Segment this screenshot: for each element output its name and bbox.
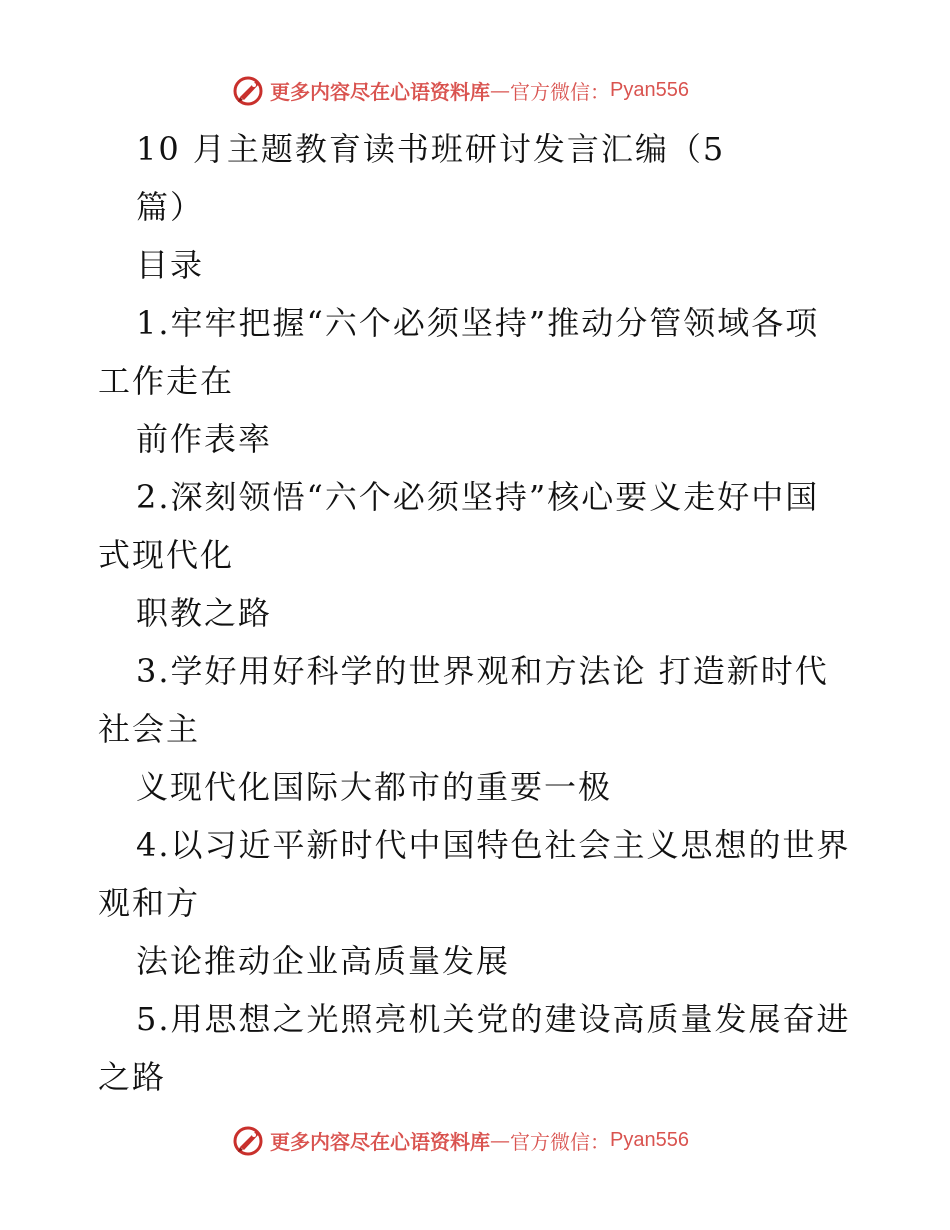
toc-item-3-line-1: 3.学好用好科学的世界观和方法论 打造新时代 xyxy=(136,652,829,690)
toc-item-4-line-3: 法论推动企业高质量发展 xyxy=(136,942,511,980)
banner-site-text: 更多内容尽在心语资料库 xyxy=(270,79,490,104)
toc-item-4-line-1: 4.以习近平新时代中国特色社会主义思想的世界 xyxy=(136,826,851,864)
document-title-line-1: 10 月主题教育读书班研讨发言汇编（5 xyxy=(136,130,726,168)
banner-dash: — xyxy=(490,1128,510,1152)
toc-item-2-line-2: 式现代化 xyxy=(98,536,235,574)
banner-wechat-label: 官方微信： xyxy=(510,1129,610,1154)
toc-heading: 目录 xyxy=(136,246,205,284)
header-banner xyxy=(232,72,689,108)
toc-item-1-line-3: 前作表率 xyxy=(136,420,273,458)
pen-logo-icon xyxy=(232,73,266,107)
toc-item-1-line-1: 1.牢牢把握“六个必须坚持”推动分管领域各项 xyxy=(136,304,820,342)
pen-logo-icon xyxy=(232,1123,266,1157)
toc-item-2-line-3: 职教之路 xyxy=(136,594,273,632)
toc-item-2-line-1: 2.深刻领悟“六个必须坚持”核心要义走好中国 xyxy=(136,478,820,516)
footer-banner xyxy=(232,1122,689,1158)
toc-item-3-line-3: 义现代化国际大都市的重要一极 xyxy=(136,768,613,806)
banner-site-text: 更多内容尽在心语资料库 xyxy=(270,1129,490,1154)
banner-wechat-label: 官方微信： xyxy=(510,79,610,104)
document-title-line-2: 篇） xyxy=(136,188,205,226)
banner-dash: — xyxy=(490,78,510,102)
toc-item-5-line-2: 之路 xyxy=(98,1058,167,1096)
toc-item-4-line-2: 观和方 xyxy=(98,884,201,922)
toc-item-3-line-2: 社会主 xyxy=(98,710,201,748)
banner-wechat-id: Pyan556 xyxy=(610,78,689,101)
document-body xyxy=(98,120,858,1106)
banner-wechat-id: Pyan556 xyxy=(610,1128,689,1151)
toc-item-5-line-1: 5.用思想之光照亮机关党的建设高质量发展奋进 xyxy=(136,1000,851,1038)
toc-item-1-line-2: 工作走在 xyxy=(98,362,235,400)
